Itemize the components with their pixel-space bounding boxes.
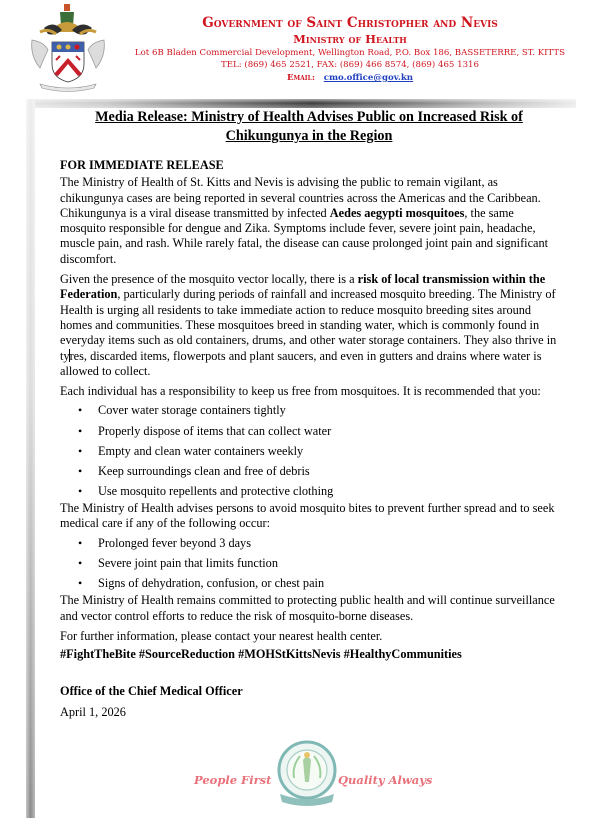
hashtags: #FightTheBite #SourceReduction #MOHStKittsNevis #HealthyCommunities — [60, 647, 462, 662]
emphasis: Aedes aegypti mosquitoes — [329, 205, 465, 220]
ministry-of-health-seal-icon — [272, 738, 342, 814]
signature-office: Office of the Chief Medical Officer — [60, 684, 243, 699]
emphasis: risk of local transmission within the Federation — [60, 272, 546, 302]
paragraph-responsibility: Each individual has a responsibility to keep us free from mosquitoes. It is recommended that you: — [60, 384, 541, 399]
slogan-right: Quality Always — [338, 773, 433, 787]
ministry-address: Lot 6B Bladen Commercial Development, Wellington Road, P.O. Box 186, BASSETERRE, ST. KITTS — [134, 48, 566, 58]
list-item: • Severe joint pain that limits function — [60, 556, 558, 571]
recommendations-list — [60, 403, 558, 499]
list-item: • Use mosquito repellents and protective clothing — [60, 484, 558, 499]
list-item: • Keep surroundings clean and free of debris — [60, 464, 558, 479]
coat-of-arms-icon — [26, 2, 110, 92]
paragraph-local-risk — [60, 272, 558, 379]
paragraph-seek-care: The Ministry of Health advises persons to avoid mosquito bites to prevent further spread and to seek medical care if any of the following occur: — [60, 501, 555, 531]
footer-branding — [180, 735, 440, 818]
government-name: Government of Saint Christopher and Nevis — [202, 15, 498, 31]
list-item: • Empty and clean water containers weekly — [60, 444, 558, 459]
list-item: • Signs of dehydration, confusion, or chest pain — [60, 576, 558, 591]
text: , particularly during periods of rainfall and increased mosquito breeding. The Ministry of Health is urging all residents to take immediate action to reduce mosquito breeding sites around homes and communities. These mosquitoes breed in standing water, which is commonly found in everyday items such as old containers, drums, and other water storage containers. They also thrive in ty — [60, 287, 557, 363]
release-label: FOR IMMEDIATE RELEASE — [60, 158, 224, 172]
slogan-left: People First — [194, 773, 272, 787]
email-label: Email: — [286, 73, 315, 83]
ministry-email-line — [100, 72, 600, 85]
release-title-line-1: Media Release: Ministry of Health Advises Public on Increased Risk of — [95, 109, 523, 125]
letterhead-text — [100, 15, 600, 85]
paragraph-contact: For further information, please contact your nearest health center. — [60, 628, 383, 643]
warning-signs-list — [60, 536, 558, 591]
header-divider — [26, 99, 576, 108]
paragraph-commitment: The Ministry of Health remains committed to protecting public health and will continue surveillance and vector control efforts to reduce the risk of mosquito-borne diseases. — [60, 593, 555, 623]
list-item: • Cover water storage containers tightly — [60, 403, 558, 418]
release-date: April 1, 2026 — [60, 704, 126, 719]
ministry-phone: TEL: (869) 465 2521, FAX: (869) 466 8574, (869) 465 1316 — [221, 60, 479, 70]
letterhead — [0, 0, 605, 100]
release-title — [60, 108, 558, 146]
text: res, discarded items, flowerpots and plant saucers, and even in gutters and drains where water is allowed to collect. — [60, 348, 542, 378]
text: The Ministry of Health of St. Kitts and Nevis is advising the public to remain vigilant, as chikungunya cases are being reported in several countries across the Americas and the Caribbean. Chikungunya is a viral disease transmitted by infected — [60, 175, 541, 220]
email-link[interactable]: cmo.office@gov.kn — [323, 73, 414, 83]
page-left-border — [26, 99, 35, 818]
list-item: • Prolonged fever beyond 3 days — [60, 536, 558, 551]
ministry-name: Ministry of Health — [293, 32, 407, 46]
text: , the same mosquito responsible for dengue and Zika. Symptoms include fever, severe joint pain, headache, muscle pain, and rash. While rarely fatal, the disease can cause prolonged joint pain and significant discomfort. — [60, 205, 549, 266]
release-title-line-2: Chikungunya in the Region — [225, 128, 393, 144]
list-item: • Properly dispose of items that can collect water — [60, 424, 558, 439]
text: Given the presence of the mosquito vector locally, there is a — [60, 272, 358, 287]
paragraph-intro — [60, 175, 558, 267]
media-release-body — [60, 108, 558, 720]
